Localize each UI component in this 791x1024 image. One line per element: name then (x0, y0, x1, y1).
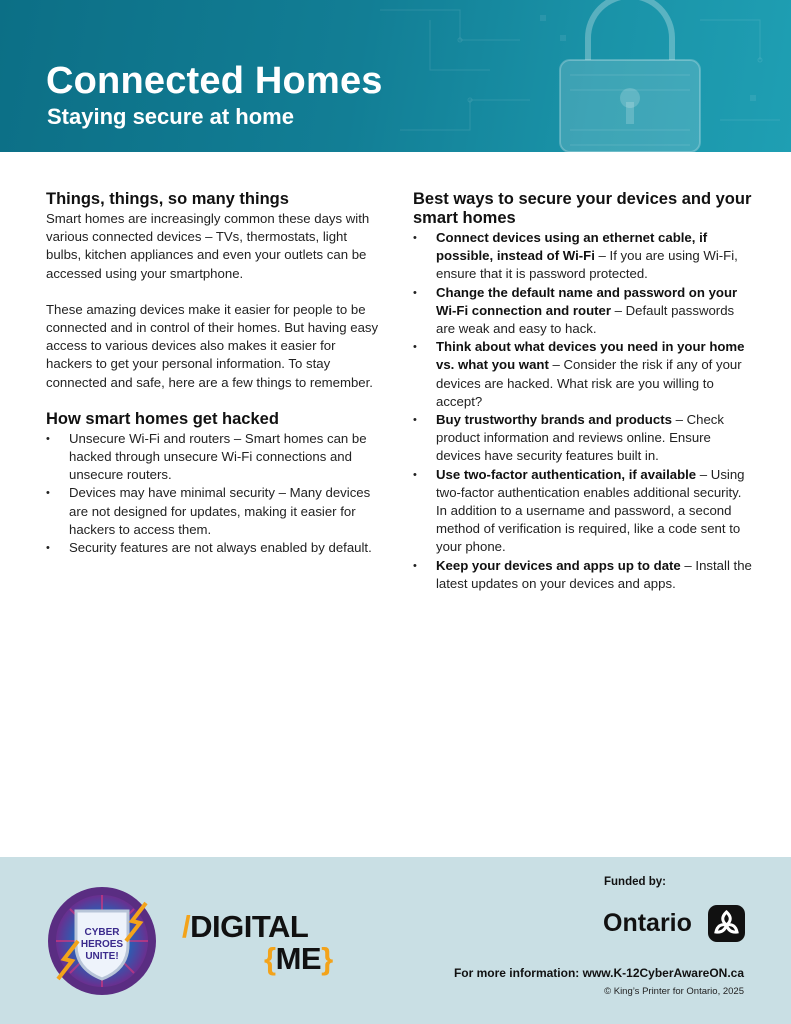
right-column (413, 190, 753, 593)
section-heading-best-ways: Best ways to secure your devices and your smart homes (413, 190, 752, 227)
copyright-notice: © King’s Printer for Ontario, 2025 (604, 986, 744, 997)
hacked-list (46, 430, 384, 557)
bullet-icon: • (46, 542, 50, 555)
padlock-icon (520, 0, 740, 152)
list-item: • Unsecure Wi-Fi and routers – Smart homes can be hacked through unsecure Wi-Fi connections and unsecure routers. (46, 430, 367, 483)
list-item: • Connect devices using an ethernet cable, if possible, instead of Wi-Fi – If you are using Wi-Fi, ensure that it is password protected. (413, 230, 738, 282)
intro-paragraph: Smart homes are increasingly common these days with various connected devices – TVs, thermostats, light bulbs, kitchen appliances and even your outlets can be accessed using your smartphone. (46, 211, 370, 281)
section-heading-things: Things, things, so many things (46, 190, 289, 208)
list-item: • Security features are not always enabled by default. (46, 539, 384, 557)
bullet-icon: • (413, 414, 417, 427)
badge-text-line: CYBER (84, 927, 120, 938)
digital-me-logo: /DIGITAL (182, 909, 309, 944)
left-column (46, 190, 384, 557)
list-item: • Think about what devices you need in your home vs. what you want – Consider the risk if any of your devices are hacked. What risk are you willing to accept? (413, 339, 745, 409)
bullet-icon: • (46, 432, 50, 445)
ontario-trillium-icon (708, 905, 745, 942)
cyber-heroes-badge-icon (46, 885, 158, 997)
bullet-icon: • (413, 559, 417, 572)
bullet-icon: • (46, 487, 50, 500)
list-item: • Buy trustworthy brands and products – Check product information and reviews online. Ensure devices have security features built in. (413, 412, 724, 464)
list-item: • Use two-factor authentication, if available – Using two-factor authentication enables additional security. In addition to a username and password, a second method of verification is required, like a code sent to your phone. (413, 466, 745, 555)
more-info-link[interactable]: For more information: www.K-12CyberAwareON.ca (453, 966, 744, 980)
list-item: • Devices may have minimal security – Many devices are not designed for updates, making it easier for hackers to access them. (46, 485, 371, 537)
bullet-icon: • (413, 286, 417, 299)
section-heading-hacked: How smart homes get hacked (46, 409, 279, 428)
bullet-icon: • (413, 341, 417, 354)
second-paragraph: These amazing devices make it easier for people to be connected and in control of their homes. But having easy access to various devices also makes it easier for hackers to get your personal information. To stay connected and safe, here are a few things to remember. (46, 301, 379, 390)
badge-text-line: HEROES (80, 939, 124, 950)
bullet-icon: • (413, 232, 417, 244)
list-item: • Change the default name and password on your Wi-Fi connection and router – Default passwords are weak and easy to hack. (413, 284, 738, 337)
best-ways-list (413, 229, 753, 593)
page-subtitle: Staying secure at home (47, 104, 294, 129)
list-item: • Keep your devices and apps up to date – Install the latest updates on your devices and apps. (413, 557, 752, 591)
digital-me-logo-line2: {ME} (264, 941, 333, 976)
badge-text-line: UNITE! (85, 951, 119, 962)
ontario-wordmark: Ontario (603, 909, 692, 937)
funded-by-label: Funded by: (604, 876, 666, 888)
page-title: Connected Homes (46, 60, 383, 102)
bullet-icon: • (413, 468, 417, 481)
header-banner (0, 0, 791, 152)
